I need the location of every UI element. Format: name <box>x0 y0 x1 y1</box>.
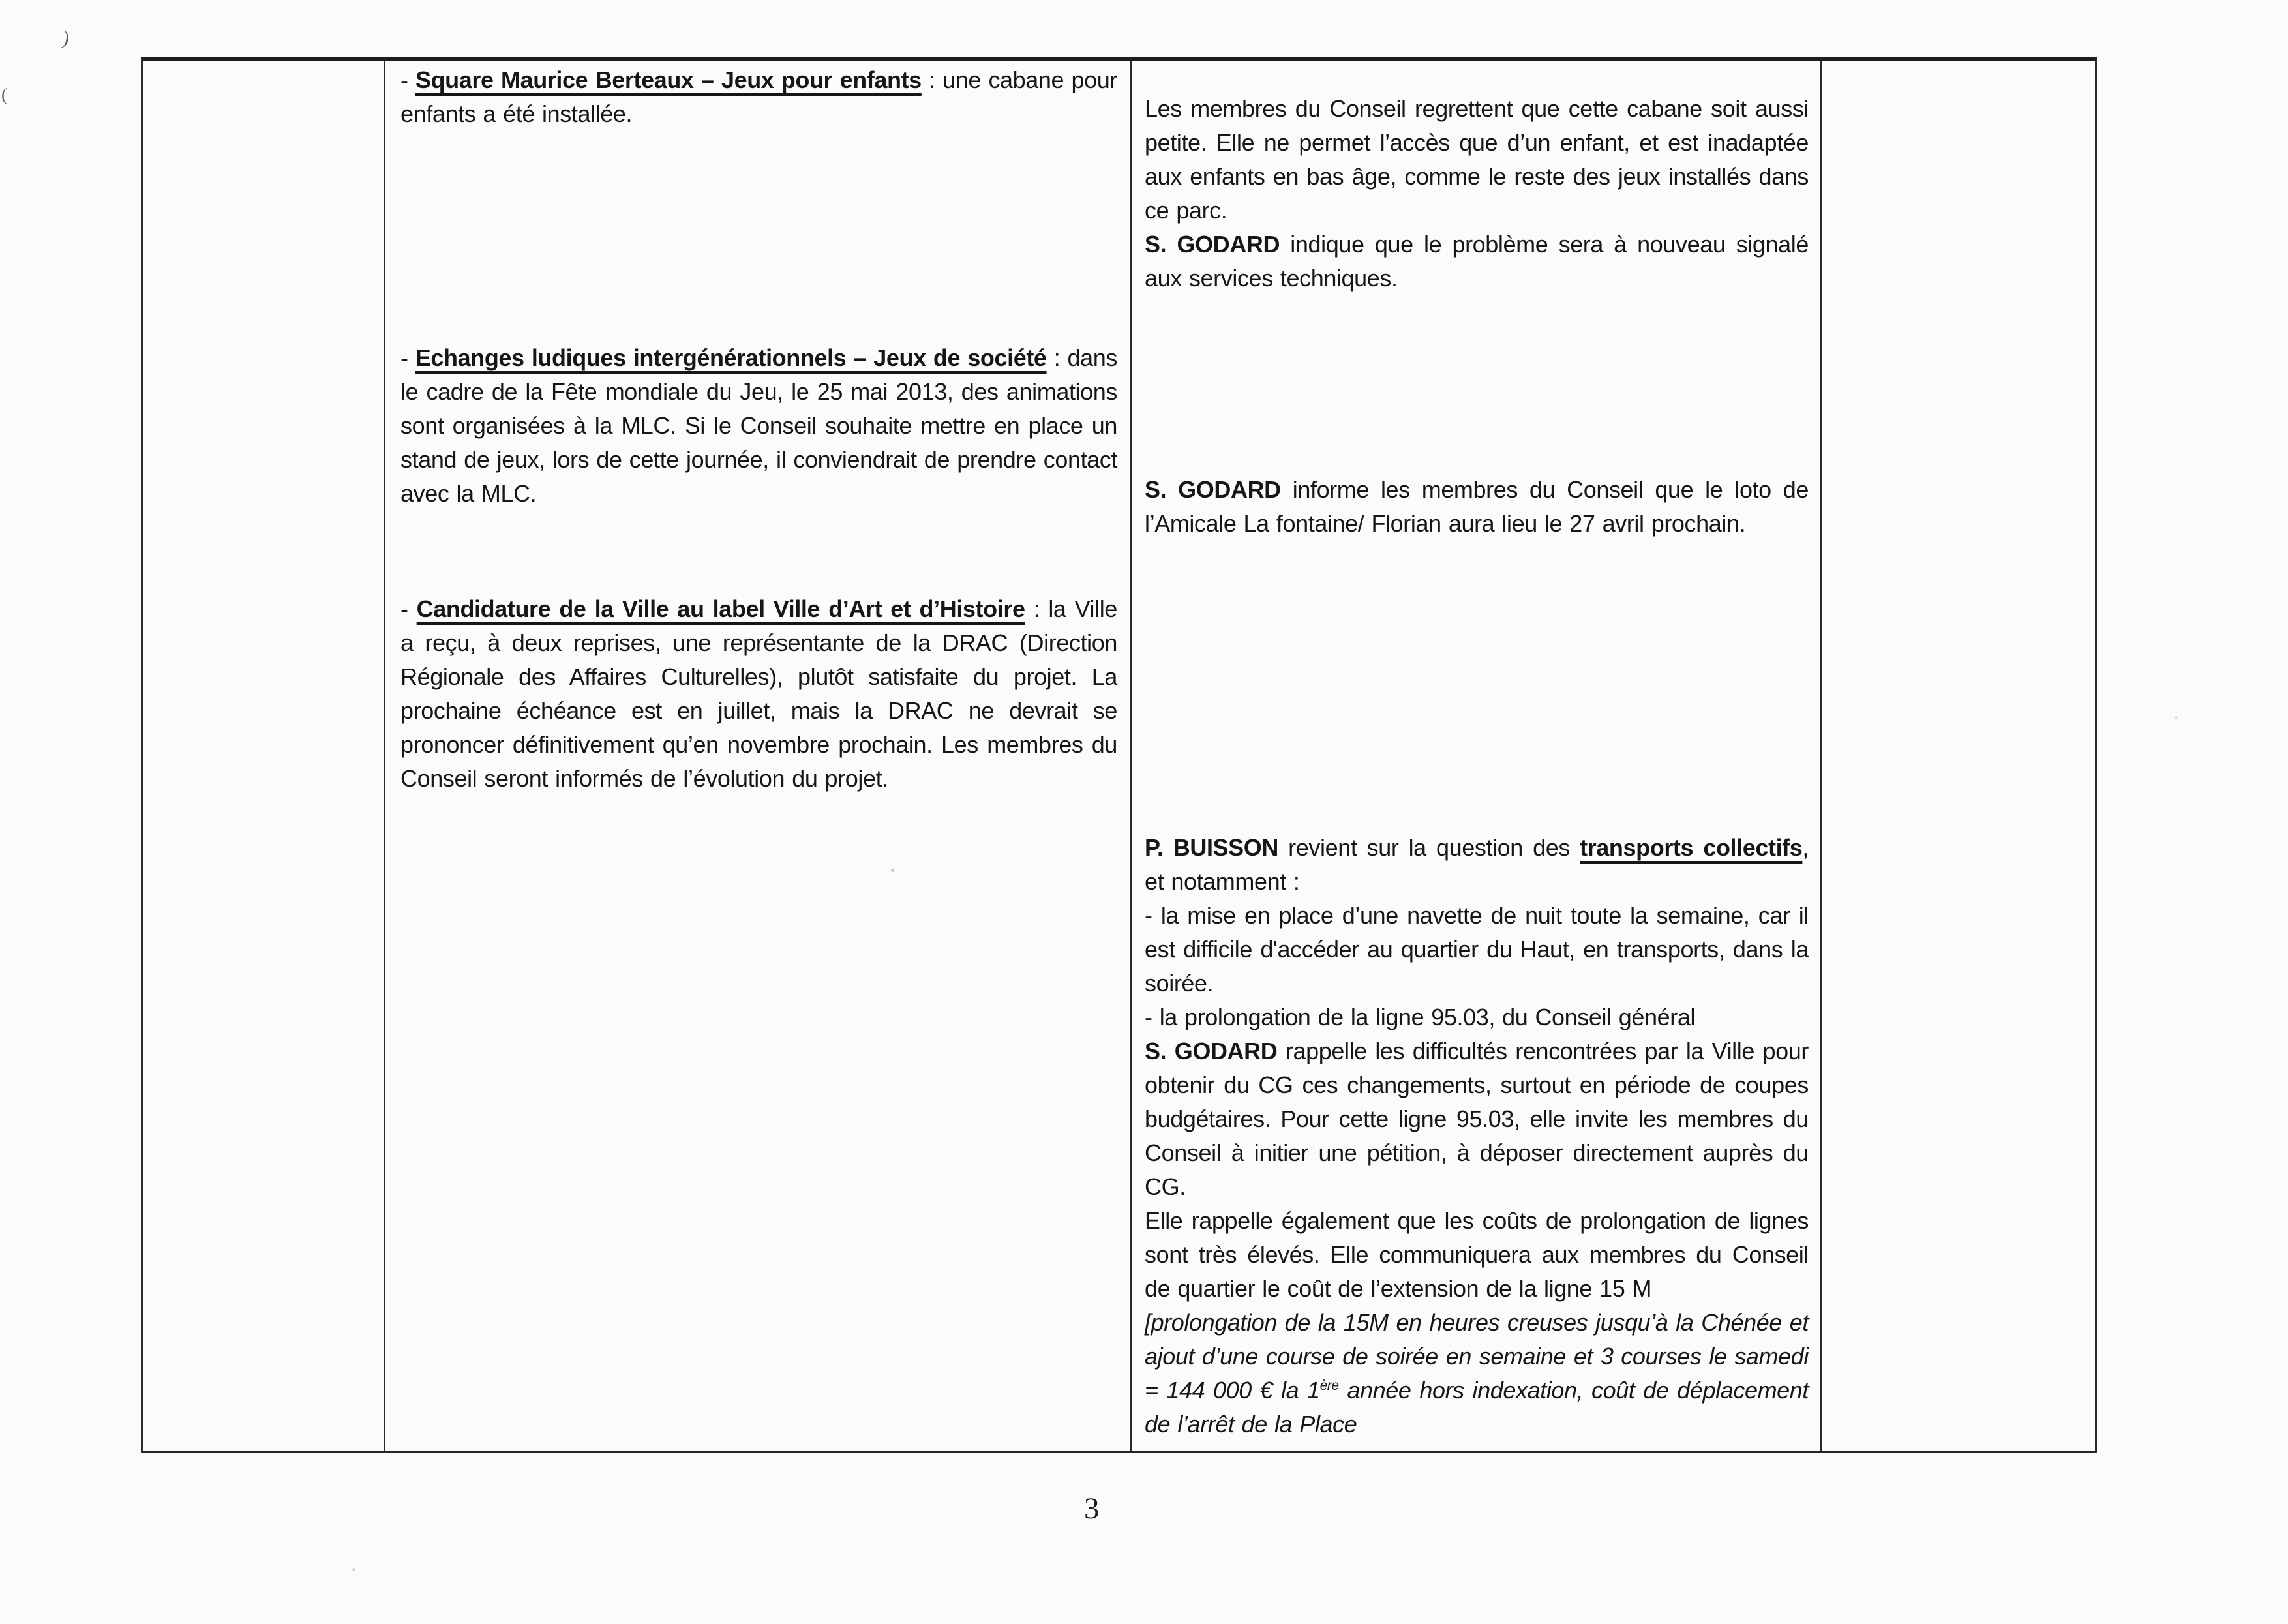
text-span: - <box>400 344 415 371</box>
scan-speck <box>2175 716 2178 719</box>
text-span: revient sur la question des <box>1278 834 1580 861</box>
response-godard-loto <box>1145 473 1809 541</box>
text-span: rappelle les difficultés rencontrées par la Ville pour obtenir du CG ces changements, surtout en période de coupes budgétaires. Pour cette ligne 95.03, elle invite les membres du Conseil à initier une pétition, à déposer directement auprès du CG. <box>1145 1038 1809 1200</box>
text-span: - <box>400 595 417 622</box>
page-number: 3 <box>1084 1492 1100 1526</box>
text-span: Les membres du Conseil regrettent que cette cabane soit aussi petite. Elle ne permet l’accès que d’un enfant, et est inadaptée aux enfants en bas âge, comme le reste des jeux installés dans ce parc. <box>1145 95 1809 224</box>
text-span: : dans le cadre de la Fête mondiale du Jeu, le 25 mai 2013, des animations sont organisées à la MLC. Si le Conseil souhaite mettre en place un stand de jeux, lors de cette journée, il conviendrait de prendre contact avec la MLC. <box>400 344 1117 507</box>
topic-candidature-label-art-histoire <box>400 592 1117 796</box>
text-span: , et notamment : <box>1145 834 1809 895</box>
response-godard-signalement <box>1145 228 1809 295</box>
text-span: Candidature de la Ville au label Ville d’Art et d’Histoire <box>416 595 1025 622</box>
text-span: transports collectifs <box>1580 834 1803 861</box>
minutes-table <box>141 57 2097 1453</box>
scan-artifact: ) <box>61 27 71 50</box>
text-span: ère <box>1319 1378 1339 1393</box>
text-span: Square Maurice Berteaux – Jeux pour enfants <box>415 67 922 93</box>
text-span: S. GODARD <box>1145 1038 1278 1064</box>
table-column-margin-right <box>1822 61 2095 1451</box>
text-span: : la Ville a reçu, à deux reprises, une représentante de la DRAC (Direction Régionale des Affaires Culturelles), plutôt satisfaite du projet. La prochaine échéance est en juillet, mais la DRAC ne devrait se prononcer définitivement qu’en novembre prochain. Les membres du Conseil seront informés de l’évolution du projet. <box>400 595 1117 792</box>
topic-square-maurice-berteaux <box>400 63 1117 131</box>
text-span: année hors indexation, coût de déplacement de l’arrêt de la Place <box>1145 1377 1809 1437</box>
topic-echanges-ludiques <box>400 341 1117 511</box>
text-span: Echanges ludiques intergénérationnels – Jeux de société <box>415 344 1047 371</box>
table-column-topics <box>385 61 1132 1451</box>
text-span: : une cabane pour enfants a été installée. <box>400 67 1117 127</box>
table-column-responses <box>1132 61 1822 1451</box>
text-span: [prolongation de la 15M en heures creuses jusqu’à la Chénée et ajout d’une course de soirée en semaine et 3 courses le samedi = 144 000 € la 1 <box>1145 1309 1809 1404</box>
text-span: - la prolongation de la ligne 95.03, du Conseil général <box>1145 1004 1696 1030</box>
text-span: - <box>400 67 415 93</box>
response-cout-detail-italique <box>1145 1306 1809 1441</box>
scan-artifact: ( <box>1 85 7 104</box>
text-span: informe les membres du Conseil que le loto de l’Amicale La fontaine/ Florian aura lieu le 27 avril prochain. <box>1145 476 1809 537</box>
response-prolongation-ligne <box>1145 1000 1809 1034</box>
text-span: Elle rappelle également que les coûts de prolongation de lignes sont très élevés. Elle communiquera aux membres du Conseil de quartier le coût de l’extension de la ligne 15 M <box>1145 1207 1809 1302</box>
text-span: - la mise en place d’une navette de nuit toute la semaine, car il est difficile d'accéder au quartier du Haut, en transports, dans la soirée. <box>1145 902 1809 997</box>
response-navette-nuit <box>1145 899 1809 1000</box>
table-column-margin-left <box>143 61 385 1451</box>
response-regret-cabane <box>1145 92 1809 228</box>
text-span: S. GODARD <box>1145 231 1280 258</box>
response-couts-prolongation <box>1145 1204 1809 1306</box>
response-buisson-transports <box>1145 831 1809 899</box>
scan-speck <box>352 1568 355 1571</box>
text-span: indique que le problème sera à nouveau signalé aux services techniques. <box>1145 231 1809 292</box>
text-span: S. GODARD <box>1145 476 1281 503</box>
text-span: P. BUISSON <box>1145 834 1278 861</box>
response-godard-difficultes <box>1145 1034 1809 1204</box>
